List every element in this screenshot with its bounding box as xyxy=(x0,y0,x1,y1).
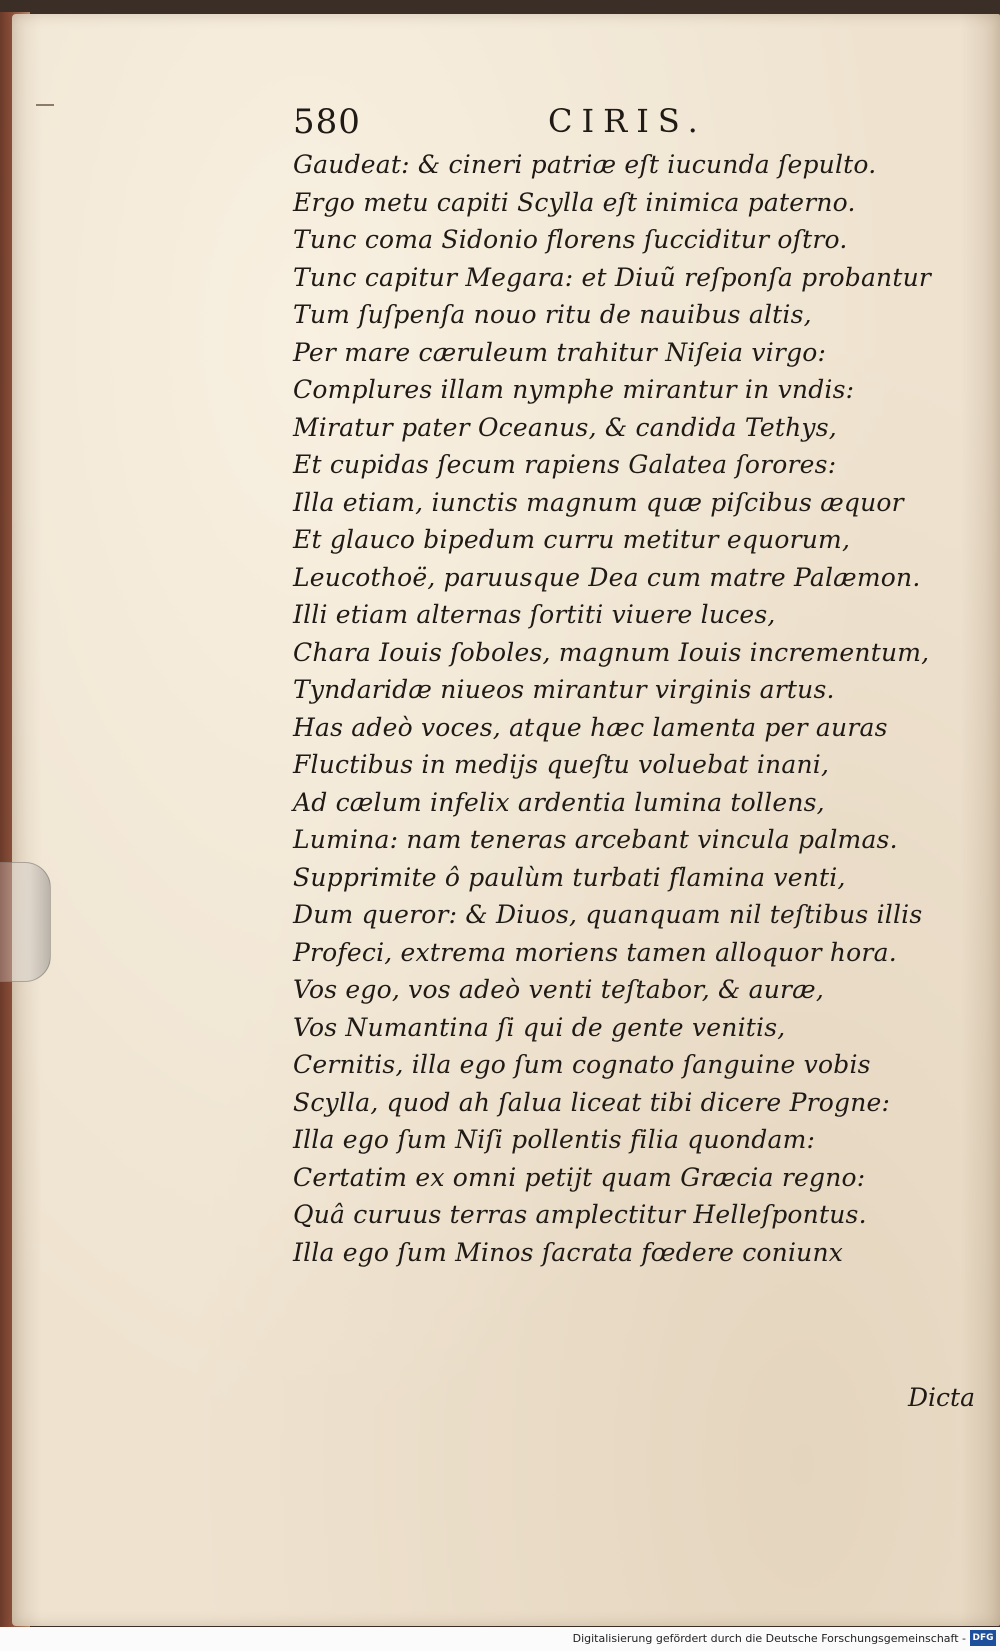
verse-line: Tunc capitur Megara: et Diuũ reſponſa probantur xyxy=(293,262,932,292)
verse-line: Has adeò voces, atque hæc lamenta per auras xyxy=(293,712,888,742)
verse-line: Vos ego, vos adeò venti teſtabor, & auræ, xyxy=(293,975,824,1004)
verse-line: Vos Numantina ſi qui de gente venitis, xyxy=(293,1012,786,1042)
verse-line: Tyndaridæ niueos mirantur virginis artus. xyxy=(293,675,835,704)
verse-line: Illa etiam, iunctis magnum quæ piſcibus æquor xyxy=(293,487,904,517)
verse-line: Illa ego ſum Minos ſacrata fœdere coniunx xyxy=(293,1237,844,1267)
catchword: Dicta xyxy=(908,1383,975,1412)
verse-line: Tum ſuſpenſa nouo ritu de nauibus altis, xyxy=(293,300,812,329)
dfg-logo-icon[interactable]: DFG xyxy=(970,1630,996,1646)
verse-line: Miratur pater Oceanus, & candida Tethys, xyxy=(293,412,837,442)
running-title: CIRIS. xyxy=(548,102,707,140)
verse-line: Complures illam nymphe mirantur in vndis: xyxy=(293,375,855,404)
page-text-block xyxy=(293,102,993,1271)
verse-list xyxy=(293,146,993,1271)
verse-line: Dum queror: & Diuos, quanquam nil teſtibus illis xyxy=(293,900,923,929)
margin-mark xyxy=(36,104,54,106)
verse-line: Chara Iouis ſoboles, magnum Iouis incrementum, xyxy=(293,637,930,667)
verse-line: Tunc coma Sidonio florens ſucciditur oſtro. xyxy=(293,225,848,254)
verse-line: Profeci, extrema moriens tamen alloquor hora. xyxy=(293,937,897,967)
verse-line: Illa ego ſum Niſi pollentis filia quondam: xyxy=(293,1125,816,1154)
page-number: 580 xyxy=(293,102,361,142)
verse-line: Gaudeat: & cineri patriæ eſt iucunda ſepulto. xyxy=(293,150,877,179)
funding-credit: Digitalisierung gefördert durch die Deutsche Forschungsgemeinschaft - xyxy=(572,1632,966,1645)
verse-line: Ad cælum infelix ardentia lumina tollens, xyxy=(293,787,825,817)
verse-line: Illi etiam alternas ſortiti viuere luces, xyxy=(293,600,776,629)
verse-line: Per mare cæruleum trahitur Niſeia virgo: xyxy=(293,337,827,367)
page-clip xyxy=(0,862,51,982)
verse-line: Supprimite ô paulùm turbati flamina venti, xyxy=(293,862,846,892)
verse-line: Cernitis, illa ego ſum cognato ſanguine vobis xyxy=(293,1050,871,1079)
verse-line: Lumina: nam teneras arcebant vincula palmas. xyxy=(293,825,898,854)
verse-line: Ergo metu capiti Scylla eſt inimica paterno. xyxy=(293,187,856,217)
verse-line: Certatim ex omni petijt quam Græcia regno: xyxy=(293,1162,866,1192)
verse-line: Et cupidas ſecum rapiens Galatea ſorores: xyxy=(293,450,837,479)
verse-line: Et glauco bipedum curru metitur equorum, xyxy=(293,525,851,554)
verse-line: Scylla, quod ah ſalua liceat tibi dicere Progne: xyxy=(293,1087,891,1117)
verse-line: Leucothoë, paruusque Dea cum matre Palæmon. xyxy=(293,562,921,592)
running-head xyxy=(293,102,993,146)
verse-line: Fluctibus in medijs queſtu voluebat inani, xyxy=(293,750,830,779)
verse-line: Quâ curuus terras amplectitur Helleſpontus. xyxy=(293,1200,867,1229)
